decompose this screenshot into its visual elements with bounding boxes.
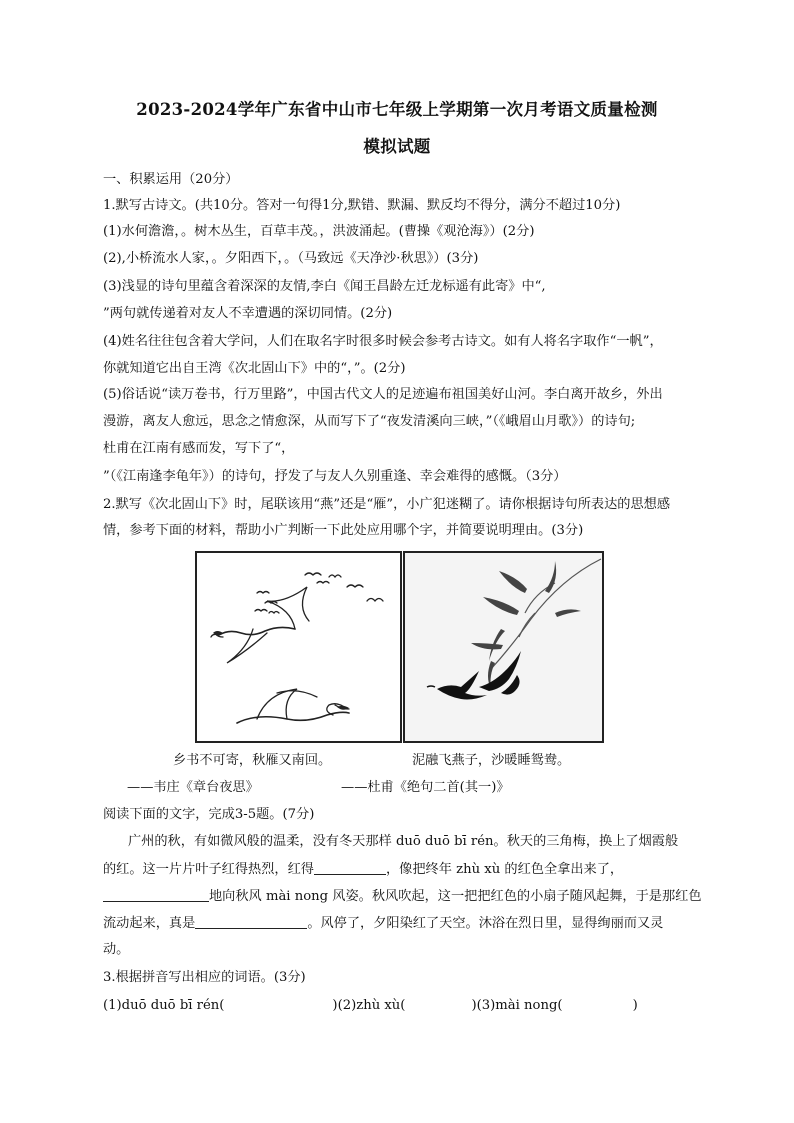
passage-line-4-start: 流动起来，真是 [103,916,196,931]
answer-2-label: )(2)zhù xù( [332,998,406,1013]
question-1-intro: 1.默写古诗文。(共10分。答对一句得1分,默错、默漏、默反均不得分，满分不超过10分) [103,198,621,213]
section-heading: 一、积累运用（20分） [103,172,239,187]
caption-right-verse: 泥融飞燕子，沙暖睡鸳鸯。 [412,753,571,768]
document-subtitle: 模拟试题 [363,137,431,156]
passage-line-1: 广州的秋，有如微风般的温柔，没有冬天那样 duō duō bī rén。秋天的三角梅，换上了烟霞般 [128,834,679,849]
question-3-answers [103,997,703,1015]
question-1-part-4b: 你就知道它出自王湾《次北固山下》中的“，”。(2分) [103,361,406,376]
question-1-part-3b: ”两句就传递着对友人不幸遭遇的深切同情。(2分) [103,306,393,321]
question-1-part-2: (2),小桥流水人家，。夕阳西下，。（马致远《天净沙·秋思》）(3分) [103,251,479,266]
answer-blank-3[interactable] [195,914,307,929]
passage-line-4-end: 。风停了，夕阳染红了天空。沐浴在烈日里，显得绚丽而又灵 [307,916,664,931]
question-1-part-5b: 漫游，离友人愈远，思念之情愈深，从而写下了“夜发清溪向三峡，”（《峨眉山月歌》）的诗句; [103,414,636,429]
passage-line-2-start: 的红。这一片片叶子红得热烈，红得 [103,862,314,877]
question-1-part-5a: (5)俗话说“读万卷书，行万里路”，中国古代文人的足迹遍布祖国美好山河。李白离开故乡，外出 [103,387,663,402]
caption-left-source: ——韦庄《章台夜思》 [127,780,259,795]
answer-blank-2[interactable] [103,887,209,902]
question-3-stem: 3.根据拼音写出相应的词语。(3分) [103,970,306,985]
question-2-stem-b: 情，参考下面的材料，帮助小广判断一下此处应用哪个字，并简要说明理由。(3分) [103,523,584,538]
passage-line-5: 动。 [103,942,130,957]
passage-line-4 [103,914,703,933]
passage-line-3 [103,887,703,906]
question-1-part-3a: (3)浅显的诗句里蕴含着深深的友情,李白《闻王昌龄左迁龙标遥有此寄》中“, [103,279,546,294]
reading-intro: 阅读下面的文字，完成3-5题。(7分) [103,807,315,822]
question-2-stem-a: 2.默写《次北固山下》时，尾联该用“燕”还是“雁”，小广犯迷糊了。请你根据诗句所表达的思想感 [103,497,671,512]
geese-illustration [195,551,402,743]
caption-left-verse: 乡书不可寄，秋雁又南回。 [173,753,332,768]
answer-blank-1[interactable] [314,860,386,875]
document-title: 2023-2024学年广东省中山市七年级上学期第一次月考语文质量检测 [136,100,658,119]
passage-line-3-text: 地向秋风 mài nong 风姿。秋风吹起，这一把把红色的小扇子随风起舞，于是那红色 [209,889,702,904]
question-1-part-5c: 杜甫在江南有感而发，写下了“， [103,441,295,456]
answer-close: ) [632,998,638,1013]
question-1-part-1: (1)水何澹澹，。树木丛生，百草丰茂。，洪波涌起。(曹操《观沧海》）(2分) [103,224,535,239]
answer-3-label: )(3)mài nong( [471,998,563,1013]
passage-line-2 [103,860,703,879]
caption-right-source: ——杜甫《绝句二首(其一)》 [341,780,510,795]
swallows-bamboo-illustration [403,551,604,743]
question-1-part-4a: (4)姓名往往包含着大学问，人们在取名字时很多时候会参考古诗文。如有人将名字取作“一帆”， [103,334,663,349]
passage-line-2-end: ，像把终年 zhù xù 的红色全拿出来了， [386,862,624,877]
answer-1-label: (1)duō duō bī rén( [103,998,225,1013]
question-1-part-5d: ”（《江南逢李龟年》）的诗句，抒发了与友人久别重逢、幸会难得的感慨。（3分） [103,469,567,484]
